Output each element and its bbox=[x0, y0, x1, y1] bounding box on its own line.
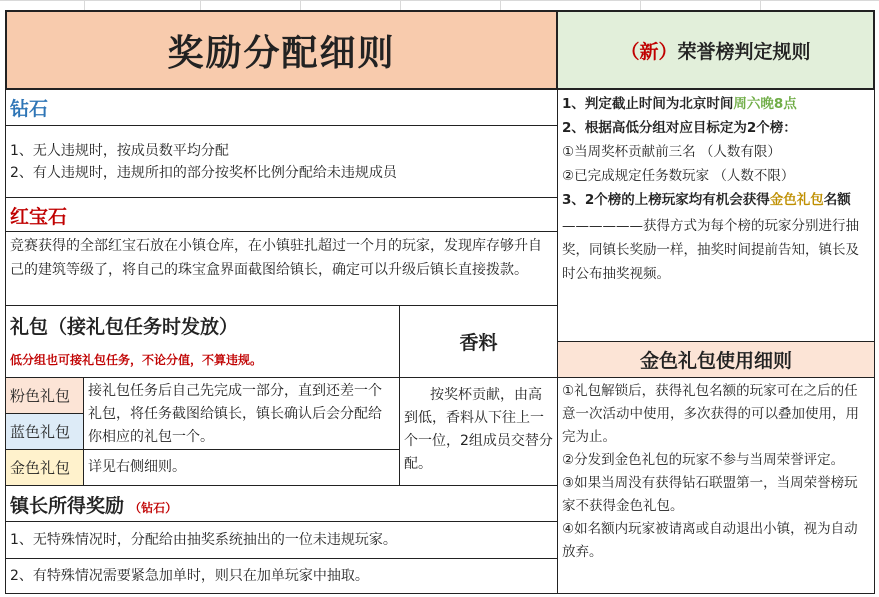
blue-gift-label: 蓝色礼包 bbox=[5, 414, 84, 450]
mayor-line-1-row bbox=[5, 522, 558, 559]
honor-rules bbox=[558, 90, 875, 342]
mayor-heading: 镇长所得奖励 bbox=[10, 495, 125, 517]
honor-rule-2: 2、根据高低分组对应目标定为2个榜： bbox=[562, 120, 797, 136]
gold-rule-2: ②分发到金色礼包的玩家不参与当周荣誉评定。 bbox=[562, 452, 845, 468]
mayor-heading-note: （钻石） bbox=[129, 501, 178, 515]
spice-header bbox=[400, 306, 558, 378]
grid-line bbox=[200, 0, 201, 10]
spice-heading: 香料 bbox=[459, 332, 498, 354]
spice-body bbox=[400, 378, 558, 486]
page-title: 奖励分配细则 bbox=[5, 10, 558, 90]
honor-rule-2a: ①当周奖杯贡献前三名 （人数有限） bbox=[562, 144, 781, 160]
pink-blue-gift-desc bbox=[84, 378, 400, 450]
honor-rule-1: 1、判定截止时间为北京时间周六晚8点 bbox=[562, 96, 797, 112]
gold-rules-header bbox=[558, 342, 875, 378]
grid-line bbox=[0, 0, 879, 1]
mayor-line-2: 2、有特殊情况需要紧急加单时，则只在加单玩家中抽取。 bbox=[10, 568, 369, 584]
honor-deadline: 周六晚8点 bbox=[733, 96, 797, 112]
gift-heading: 礼包（接礼包任务时发放） bbox=[10, 316, 239, 338]
honor-gold-gift: 金色礼包 bbox=[769, 192, 824, 208]
mayor-header bbox=[5, 486, 558, 522]
gold-rules-heading: 金色礼包使用细则 bbox=[639, 350, 792, 372]
ruby-text: 竞赛获得的全部红宝石放在小镇仓库，在小镇驻扎超过一个月的玩家，发现库存够升自己的建筑等级了，将自己的珠宝盒界面截图给镇长，确定可以升级后镇长直接拨款。 bbox=[10, 238, 542, 278]
honor-rule-3: 3、2个榜的上榜玩家均有机会获得金色礼包名额 bbox=[562, 192, 851, 208]
mayor-line-2-row bbox=[5, 559, 558, 594]
gold-gift-label: 金色礼包 bbox=[5, 450, 84, 486]
honor-title-new-tag: （新） bbox=[620, 40, 678, 63]
gold-gift-desc bbox=[84, 450, 400, 486]
gold-rule-3: ③如果当周没有获得钻石联盟第一，当周荣誉榜玩家不获得金色礼包。 bbox=[562, 475, 858, 514]
ruby-heading: 红宝石 bbox=[10, 206, 68, 228]
diamond-line-1: 1、无人违规时，按成员数平均分配 bbox=[10, 143, 229, 159]
ruby-body bbox=[5, 232, 558, 306]
diamond-heading: 钻石 bbox=[10, 98, 49, 120]
gift-note: 低分组也可接礼包任务，不论分值，不算违规。 bbox=[10, 353, 263, 367]
diamond-line-2: 2、有人违规时，违规所扣的部分按奖杯比例分配给未违规成员 bbox=[10, 165, 397, 181]
ruby-header bbox=[5, 198, 558, 232]
spice-text: 按奖杯贡献，由高到低，香料从下往上一个一位，2组成员交替分配。 bbox=[404, 387, 553, 472]
honor-title-text: 荣誉榜判定规则 bbox=[677, 40, 811, 63]
grid-line bbox=[760, 0, 761, 10]
pink-gift-label: 粉色礼包 bbox=[5, 378, 84, 414]
gold-gift-text: 详见右侧细则。 bbox=[88, 459, 186, 475]
grid-line bbox=[500, 0, 501, 10]
gold-rule-4: ④如名额内玩家被请离或自动退出小镇，视为自动放弃。 bbox=[562, 521, 858, 560]
gold-rule-1: ①礼包解锁后，获得礼包名额的玩家可在之后的任意一次活动中使用，多次获得的可以叠加使用，用完为止。 bbox=[562, 383, 859, 445]
gift-header bbox=[5, 306, 400, 378]
diamond-body bbox=[5, 126, 558, 198]
diamond-header bbox=[5, 90, 558, 126]
gold-rules-body bbox=[558, 378, 875, 594]
grid-line bbox=[640, 0, 641, 10]
honor-rule-4: ——————获得方式为每个榜的玩家分别进行抽奖，同镇长奖励一样，抽奖时间提前告知，镇长及时公布抽奖视频。 bbox=[562, 218, 859, 282]
pink-blue-gift-text: 接礼包任务后自己先完成一部分，直到还差一个礼包，将任务截图给镇长，镇长确认后会分配给你相应的礼包一个。 bbox=[88, 383, 382, 445]
grid-line bbox=[84, 0, 85, 10]
mayor-line-1: 1、无特殊情况时，分配给由抽奖系统抽出的一位未违规玩家。 bbox=[10, 532, 397, 548]
grid-line bbox=[400, 0, 401, 10]
honor-title bbox=[558, 10, 875, 90]
grid-line bbox=[300, 0, 301, 10]
honor-rule-2b: ②已完成规定任务数玩家 （人数不限） bbox=[562, 168, 795, 184]
